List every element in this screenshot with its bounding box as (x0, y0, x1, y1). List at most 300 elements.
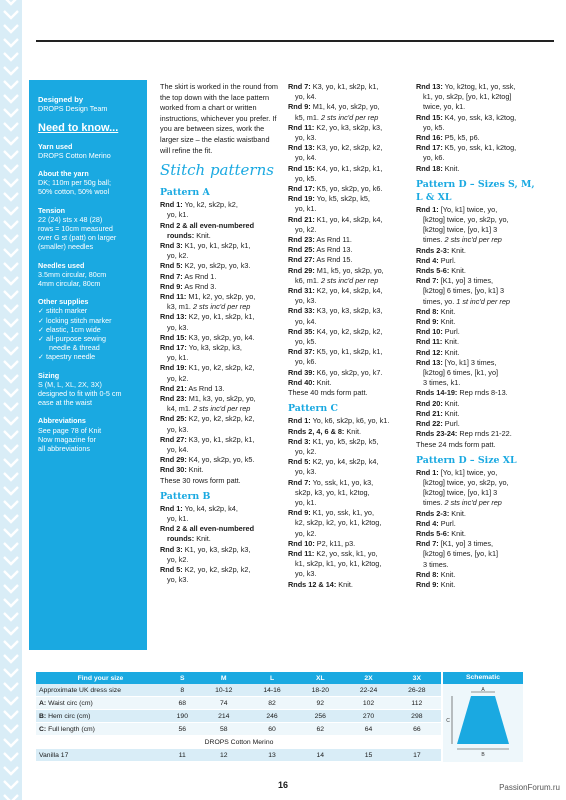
chevron-icon (3, 388, 19, 398)
instruction-text: M1, k4, yo, sk2p, yo, (310, 102, 380, 112)
instruction-text: Knit. (449, 528, 466, 538)
instruction-line (416, 580, 538, 590)
decorative-chevron-border (0, 0, 22, 800)
chevron-icon (3, 234, 19, 244)
instruction-line (416, 307, 538, 317)
instruction-line (416, 509, 538, 519)
instruction-line (160, 545, 278, 555)
page-number: 16 (277, 780, 288, 790)
chevron-icon (3, 346, 19, 356)
instruction-text: yo, k3. (295, 133, 317, 143)
round-label: Rnd 9: (288, 508, 311, 518)
round-label: Rnd 27: (160, 434, 187, 444)
instruction-line (416, 519, 538, 529)
tension-line: 22 (24) sts x 48 (28) (38, 214, 103, 224)
instruction-line (288, 102, 410, 112)
round-label: Rnd 1: (160, 503, 183, 513)
supply-label: tapestry needle (46, 352, 96, 362)
table-cell: 12 (200, 749, 248, 762)
instruction-text: Knit. (442, 163, 460, 173)
chevron-icon (3, 486, 19, 496)
table-row (36, 710, 441, 723)
instruction-line (416, 113, 538, 123)
instruction-text: K5, yo, k1, sk2p, k1, (314, 347, 383, 357)
table-cell: 64 (344, 723, 392, 736)
instruction-line (288, 204, 410, 214)
instruction-line (288, 123, 410, 133)
instruction-text: K5, yo, ssk, k1, k2tog, (442, 143, 517, 153)
instruction-line (416, 348, 538, 358)
instruction-line (160, 445, 278, 455)
intro-text: The skirt is worked in the round from the top down with the lace pattern worked from a chart or written instructions, whichever you prefer. If you are between sizes, work the larger size – the elastic waistband will refine the fit. (160, 82, 279, 155)
pattern-text-col1 (160, 187, 278, 585)
instruction-line (416, 205, 538, 215)
instruction-text: [K1, yo] 3 times, (438, 276, 494, 286)
instruction-text: Knit. (449, 245, 466, 255)
table-cell: 102 (344, 697, 392, 710)
instruction-text: Knit. (438, 306, 456, 316)
table-cell: 11 (165, 749, 200, 762)
instruction-line (160, 231, 278, 241)
instruction-line (288, 388, 410, 398)
instruction-text: [K1, yo] 3 times, (438, 539, 494, 549)
size-header-s: S (165, 672, 200, 684)
round-label: Rnd 27: (288, 255, 315, 265)
table-row (36, 684, 441, 697)
round-label: Rnd 19: (288, 194, 315, 204)
round-label: rounds: (167, 230, 195, 240)
instruction-text: k3, m1. (167, 302, 193, 312)
table-cell: 15 (344, 749, 392, 762)
instruction-text: [Yo, k1] twice, yo, (438, 467, 498, 477)
instruction-text: yo, k1. (167, 514, 189, 524)
round-label: Rnd 25: (288, 245, 315, 255)
sizing-heading: Sizing (38, 370, 60, 380)
size-table (36, 672, 441, 762)
instruction-text: Rep rnds 21-22. (457, 429, 512, 439)
watermark-text: PassionForum.ru (499, 783, 560, 792)
instruction-line (416, 337, 538, 347)
instruction-line (288, 508, 410, 518)
round-label: Rnd 1: (160, 200, 183, 210)
instruction-line (160, 312, 278, 322)
pattern-heading: Pattern B (160, 490, 211, 502)
instruction-text: yo, k5. (295, 173, 317, 183)
round-label: Rnd 7: (288, 477, 311, 487)
chevron-icon (3, 332, 19, 342)
round-label: Rnds 2-3: (416, 508, 450, 518)
instruction-line (160, 465, 278, 475)
table-cell: 10-12 (200, 684, 248, 697)
instruction-text: As Rnd 13. (186, 383, 225, 393)
instruction-line (160, 555, 278, 565)
instruction-line (416, 123, 538, 133)
instruction-line (288, 457, 410, 467)
instruction-text: yo, k3. (295, 467, 317, 477)
instruction-line (288, 549, 410, 559)
yarn-row (36, 749, 441, 762)
instruction-line (288, 296, 410, 306)
instruction-line (288, 539, 410, 549)
round-label: Rnds 12 & 14: (288, 579, 337, 589)
chevron-icon (3, 262, 19, 272)
instruction-line (416, 539, 538, 549)
chevron-icon (3, 556, 19, 566)
round-label: Rnd 11: (416, 337, 443, 347)
round-label: Rnd 13: (416, 82, 443, 91)
chevron-icon (3, 52, 19, 62)
instruction-line (160, 414, 278, 424)
instruction-text: K1, yo, k3, sk2p, k3, (182, 544, 251, 554)
table-cell: 270 (344, 710, 392, 723)
tension-line: over G st (patt) on larger (38, 233, 117, 243)
instruction-text: yo, k4. (167, 445, 189, 455)
instruction-text: yo, k2. (295, 528, 317, 538)
instruction-text: Knit. (314, 377, 332, 387)
size-header-3x: 3X (393, 672, 441, 684)
instruction-line (288, 337, 410, 347)
instruction-line (288, 529, 410, 539)
instruction-text: Knit. (194, 534, 211, 544)
chevron-icon (3, 108, 19, 118)
instruction-line (416, 419, 538, 429)
instruction-text: Yo, k4, sk2p, k4, (182, 503, 238, 513)
instruction-text: These 30 rows form patt. (160, 475, 241, 485)
round-label: Rnd 39: (288, 367, 315, 377)
round-label: Rnd 4: (416, 518, 439, 528)
instruction-text: M1, k3, yo, sk2p, yo, (186, 394, 256, 404)
instruction-line (288, 416, 410, 426)
schematic-panel (443, 672, 523, 762)
chevron-icon (3, 290, 19, 300)
chevron-icon (3, 654, 19, 664)
column-1 (160, 82, 278, 585)
round-label: Rnd 33: (288, 306, 315, 316)
round-label: Rnd 23: (160, 394, 187, 404)
instruction-line (416, 297, 538, 307)
instruction-line (288, 498, 410, 508)
row-label-key: C: (39, 725, 47, 733)
chevron-icon (3, 416, 19, 426)
instruction-text: Knit. (344, 426, 362, 436)
instruction-line (416, 358, 538, 368)
chevron-icon (3, 612, 19, 622)
instruction-text: [k2tog] twice, [yo, k1] 3 (423, 488, 498, 498)
table-cell: 8 (165, 684, 200, 697)
instruction-line (160, 524, 278, 534)
instruction-text: yo, k5. (423, 122, 445, 132)
supply-item (38, 306, 139, 315)
instruction-line (160, 514, 278, 524)
instruction-line (416, 102, 538, 112)
instruction-text: Yo, ssk, k1, yo, k3, (310, 477, 374, 487)
round-label: Rnd 4: (416, 255, 439, 265)
instruction-line (288, 255, 410, 265)
check-icon: ✓ (38, 315, 45, 325)
designer-name: DROPS Design Team (38, 104, 108, 114)
instruction-line (288, 437, 410, 447)
instruction-text: yo, k2. (167, 251, 189, 261)
instruction-text: Knit. (442, 408, 460, 418)
yarn-heading-row (36, 736, 441, 749)
instruction-text: Yo, k2tog, k1, yo, ssk, (442, 82, 516, 91)
instruction-line (160, 534, 278, 544)
instruction-text: yo, k3. (167, 322, 189, 332)
instruction-line (288, 276, 410, 286)
instruction-text: 3 times. (423, 559, 449, 569)
supplies-list (38, 306, 139, 361)
instruction-text: yo, k1. (295, 204, 317, 214)
round-label: Rnds 23-24: (416, 429, 458, 439)
instruction-line (288, 559, 410, 569)
instruction-text: yo, k2. (295, 224, 317, 234)
instruction-text: yo, k3. (295, 569, 317, 579)
instruction-text: As Rnd 3. (182, 281, 217, 291)
needles-line: 4mm circular, 80cm (38, 279, 101, 289)
table-header-label: Find your size (36, 672, 165, 684)
table-cell: 214 (200, 710, 248, 723)
increase-note: 2 sts inc'd per rep (192, 302, 251, 312)
instruction-text: K2, yo, k2, sk2p, k2, (186, 414, 255, 424)
instruction-line (288, 357, 410, 367)
supply-label: all-purpose sewing (46, 334, 106, 344)
instruction-line (416, 215, 538, 225)
instruction-line (416, 225, 538, 235)
need-to-know-panel (29, 80, 147, 650)
instruction-line (288, 133, 410, 143)
label-c: C (446, 718, 450, 724)
round-label: Rnd 9: (288, 102, 311, 112)
check-icon: ✓ (38, 306, 45, 316)
instruction-text: 3 times, k1. (423, 378, 461, 388)
increase-note: 2 sts inc'd per rep (320, 112, 379, 122)
yarn-heading: DROPS Cotton Merino (36, 736, 441, 749)
instruction-text: Knit. (442, 398, 460, 408)
table-row (36, 723, 441, 736)
instruction-line (416, 133, 538, 143)
tension-line: (smaller) needles (38, 242, 94, 252)
round-label: Rnd 19: (160, 363, 187, 373)
instruction-text: [Yo, k1] twice, yo, (438, 204, 498, 214)
instruction-line (288, 580, 410, 590)
instruction-text: k2, sk2p, k2, yo, k1, k2tog, (295, 518, 382, 528)
table-cell: 14-16 (248, 684, 296, 697)
chevron-icon (3, 402, 19, 412)
instruction-line (288, 215, 410, 225)
instruction-line (160, 455, 278, 465)
column-2 (288, 82, 410, 590)
chevron-icon (3, 24, 19, 34)
instruction-line (288, 184, 410, 194)
round-label: Rnd 12: (416, 347, 443, 357)
round-label: Rnd 10: (416, 327, 443, 337)
chevron-icon (3, 248, 19, 258)
instruction-text: K1, yo, k1, sk2p, k1, (182, 240, 251, 250)
instruction-line (160, 353, 278, 363)
round-label: Rnd 16: (416, 133, 443, 143)
about-yarn-line: 50% cotton, 50% wool (38, 187, 110, 197)
round-label: Rnd 22: (416, 419, 443, 429)
supply-item (38, 316, 139, 325)
instruction-line (160, 302, 278, 312)
round-label: Rnd 2 & all even-numbered (160, 220, 255, 230)
instruction-text: yo, k3. (167, 424, 189, 434)
instruction-text: As Rnd 15. (314, 255, 353, 265)
instruction-line (160, 261, 278, 271)
instruction-text: These 24 rnds form patt. (416, 439, 496, 449)
chevron-icon (3, 192, 19, 202)
chevron-icon (3, 584, 19, 594)
instruction-line (416, 266, 538, 276)
supply-label: stitch marker (46, 306, 88, 316)
table-cell: 56 (165, 723, 200, 736)
instruction-line (416, 164, 538, 174)
table-cell: 298 (393, 710, 441, 723)
instruction-line (288, 306, 410, 316)
pattern-text-col3 (416, 82, 538, 590)
round-label: Rnd 29: (288, 265, 315, 275)
round-label: Rnd 21: (288, 214, 315, 224)
instruction-text: yo, k2. (167, 373, 189, 383)
instruction-text: yo, k4. (295, 153, 317, 163)
instruction-line (416, 570, 538, 580)
round-label: Rnd 5: (160, 261, 183, 271)
instruction-line (288, 447, 410, 457)
chevron-icon (3, 752, 19, 762)
chevron-icon (3, 220, 19, 230)
instruction-text: Knit. (336, 579, 353, 589)
size-header-m: M (200, 672, 248, 684)
instruction-line (160, 251, 278, 261)
instruction-text: Yo, k2, sk2p, k2, (182, 200, 238, 210)
check-icon: ✓ (38, 352, 45, 362)
instruction-line (160, 323, 278, 333)
instruction-line (160, 210, 278, 220)
chevron-icon (3, 682, 19, 692)
chevron-icon (3, 528, 19, 538)
chevron-icon (3, 626, 19, 636)
instruction-text: Purl. (438, 518, 456, 528)
instruction-text: K3, yo, k1, sk2p, k1, (310, 82, 379, 91)
instruction-line (416, 388, 538, 398)
chevron-icon (3, 640, 19, 650)
skirt-shape (457, 696, 509, 744)
instruction-text: K1, yo, k2, sk2p, k2, (186, 363, 255, 373)
row-label: B: Hem circ (cm) (36, 710, 165, 723)
instruction-line (288, 518, 410, 528)
table-cell: 92 (296, 697, 344, 710)
round-label: Rnd 5: (288, 457, 311, 467)
chevron-icon (3, 458, 19, 468)
round-label: Rnds 14-19: (416, 388, 458, 398)
instruction-line (416, 429, 538, 439)
instruction-text: These 40 rnds form patt. (288, 388, 368, 398)
schematic-title: Schematic (443, 672, 523, 684)
size-header-l: L (248, 672, 296, 684)
about-yarn-heading: About the yarn (38, 169, 89, 179)
instruction-line (288, 92, 410, 102)
round-label: Rnd 9: (416, 317, 439, 327)
round-label: Rnd 1: (416, 204, 439, 214)
instruction-text: As Rnd 13. (314, 245, 353, 255)
stitch-patterns-title: Stitch patterns (160, 161, 274, 180)
instruction-text: twice, yo, k1. (423, 102, 466, 112)
chevron-icon (3, 696, 19, 706)
instruction-line (416, 82, 538, 92)
instruction-line (288, 194, 410, 204)
instruction-line (288, 347, 410, 357)
instruction-text: K2, yo, k1, sk2p, k1, (186, 312, 255, 322)
check-icon (38, 343, 47, 352)
chevron-icon (3, 80, 19, 90)
instruction-line (288, 225, 410, 235)
instruction-text: [Yo, k1] 3 times, (442, 357, 497, 367)
table-cell: 62 (296, 723, 344, 736)
instruction-text: [k2tog] 6 times, [k1, yo] (423, 368, 499, 378)
supplies-heading: Other supplies (38, 297, 89, 307)
table-cell: 18-20 (296, 684, 344, 697)
table-row (36, 697, 441, 710)
instruction-line (160, 565, 278, 575)
instruction-line (160, 343, 278, 353)
instruction-line (416, 92, 538, 102)
round-label: Rnd 11: (288, 548, 315, 558)
supply-label: needle & thread (49, 343, 100, 353)
supply-item (38, 343, 139, 352)
instruction-text: Knit. (194, 230, 211, 240)
round-label: Rnd 30: (160, 465, 187, 475)
yarn-used-heading: Yarn used (38, 141, 73, 151)
round-label: Rnd 35: (288, 326, 315, 336)
chevron-icon (3, 794, 19, 800)
instruction-text: [k2tog] twice, [yo, k1] 3 (423, 225, 498, 235)
instruction-text: Knit. (449, 266, 466, 276)
increase-note: 2 sts inc'd per rep (444, 235, 502, 245)
table-cell: 58 (200, 723, 248, 736)
instruction-text: K2, yo, k2, sk2p, k2, (182, 565, 251, 575)
table-cell: 26-28 (393, 684, 441, 697)
instruction-text: Purl. (442, 327, 460, 337)
abbreviations-line: Now magazine for (38, 434, 96, 444)
chevron-icon (3, 444, 19, 454)
round-label: Rnd 13: (416, 357, 443, 367)
pattern-heading: Pattern D – Sizes S, M, (416, 178, 535, 190)
table-cell: 60 (248, 723, 296, 736)
instruction-text: [k2tog] 6 times, [yo, k1] 3 (423, 286, 505, 296)
round-label: Rnd 37: (288, 347, 315, 357)
chevron-icon (3, 430, 19, 440)
table-cell: 190 (165, 710, 200, 723)
instruction-text: times. (423, 498, 445, 508)
instruction-line (416, 560, 538, 570)
round-label: Rnd 13: (288, 143, 315, 153)
instruction-line (160, 363, 278, 373)
instruction-line (160, 435, 278, 445)
increase-note: 2 sts inc'd per rep (320, 275, 379, 285)
instruction-text: P5, k5, p6. (442, 133, 480, 143)
instruction-line (288, 82, 410, 92)
round-label: Rnd 11: (160, 291, 187, 301)
chevron-icon (3, 178, 19, 188)
instruction-line (416, 409, 538, 419)
table-cell: 74 (200, 697, 248, 710)
instruction-line (160, 200, 278, 210)
abbreviations-line: all abbreviations (38, 444, 90, 454)
instruction-line (288, 317, 410, 327)
instruction-line (416, 276, 538, 286)
instruction-text: K1, yo, ssk, k1, yo, (310, 508, 374, 518)
size-header-2x: 2X (344, 672, 392, 684)
